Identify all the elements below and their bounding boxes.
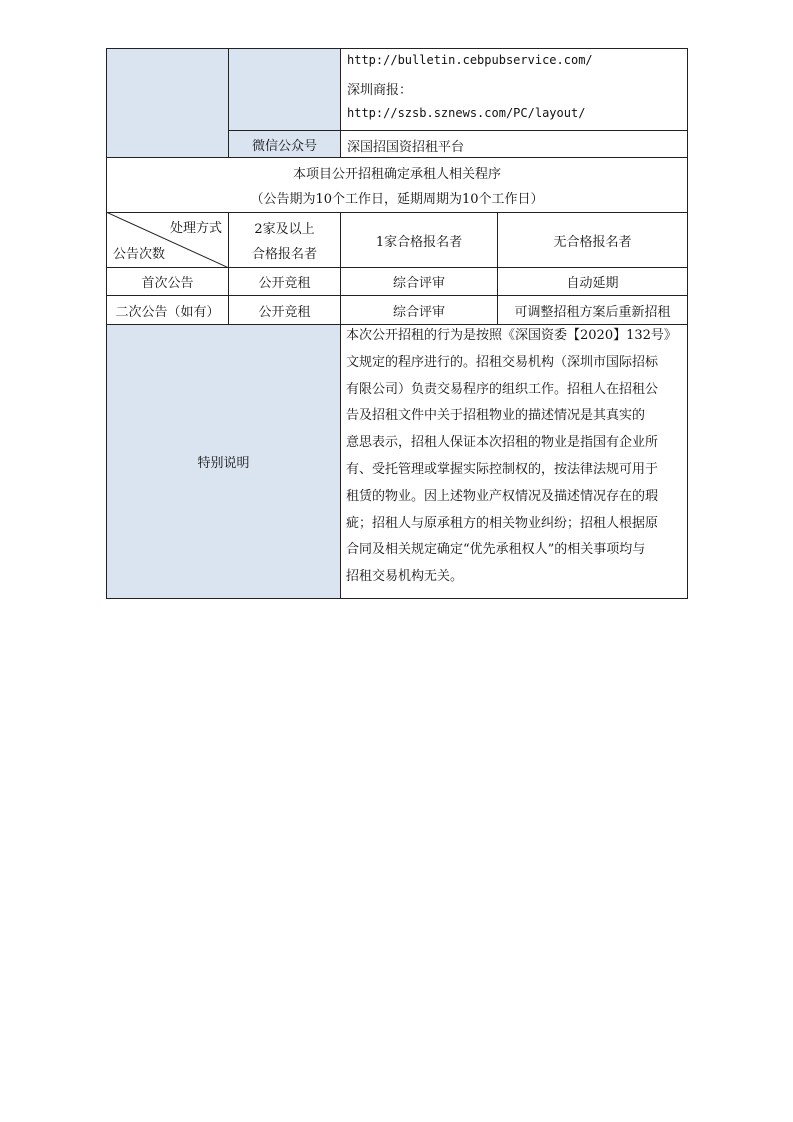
link-cebpubservice[interactable]: http://bulletin.cebpubservice.com/: [347, 53, 593, 67]
table-row-second-label: 二次公告（如有）: [115, 304, 220, 320]
table-row-first-c3: 自动延期: [566, 276, 619, 291]
table-row-first-c1-cell: [228, 267, 341, 296]
special-label-cell: [106, 324, 341, 599]
header-col1-line1: 2家及以上: [254, 222, 315, 237]
special-line: 有限公司）负责交易程序的组织工作。招租人在招租公: [346, 381, 659, 397]
links-cell: [340, 48, 688, 131]
procedure-subtitle: （公告期为10个工作日，延期周期为10个工作日）: [250, 192, 544, 207]
procedure-title-cell: [106, 157, 688, 213]
header-col3-cell: [497, 212, 688, 268]
table-row-second-c3-cell: [497, 295, 688, 325]
table-row-second-c1-cell: [228, 295, 341, 325]
table-row-second-c1: 公开竞租: [258, 304, 311, 320]
table-row-first-c1: 公开竞租: [258, 276, 311, 291]
wechat-value-cell: [340, 130, 688, 158]
header-col2-cell: [340, 212, 498, 268]
top-mid-shaded-cell: [228, 48, 341, 131]
table-row-first-c3-cell: [497, 267, 688, 296]
special-line: 租赁的物业。因上述物业产权情况及描述情况存在的瑕: [346, 488, 659, 504]
header-diagonal-line: [106, 212, 229, 268]
top-left-shaded-cell: [106, 48, 229, 158]
table-row-second-label-cell: [106, 295, 229, 325]
table-row-first-c2-cell: [340, 267, 498, 296]
table-row-first-c2: 综合评审: [392, 276, 445, 291]
wechat-value: 深国招国资招租平台: [347, 140, 465, 155]
table-row-second-c3: 可调整招租方案后重新招租: [514, 304, 671, 320]
header-col3: 无合格报名者: [553, 234, 632, 250]
table-row-second-c2-cell: [340, 295, 498, 325]
special-line: 文规定的程序进行的。招租交易机构（深圳市国际招标: [346, 354, 659, 370]
header-col1-line2: 合格报名者: [251, 247, 317, 262]
special-line: 合同及相关规定确定“优先承租权人”的相关事项均与: [346, 542, 646, 558]
special-line: 意思表示，招租人保证本次招租的物业是指国有企业所: [346, 435, 659, 451]
header-top-right-label: 处理方式: [169, 221, 222, 236]
special-line: 疵；招租人与原承租方的相关物业纠纷；招租人根据原: [346, 515, 659, 531]
table-row-second-c2: 综合评审: [392, 304, 445, 320]
special-line: 告及招租文件中关于招租物业的描述情况是其真实的: [346, 408, 646, 424]
header-col1-cell: [228, 212, 341, 268]
special-label: 特别说明: [197, 456, 250, 471]
wechat-label: 微信公众号: [251, 138, 317, 154]
table-row-first-label-cell: [106, 267, 229, 296]
special-line: 招租交易机构无关。: [346, 569, 464, 585]
wechat-label-cell: [228, 130, 341, 158]
header-bottom-left-label: 公告次数: [113, 247, 166, 262]
link-szsb[interactable]: http://szsb.sznews.com/PC/layout/: [347, 106, 586, 120]
special-paragraph: [346, 323, 686, 591]
header-col2: 1家合格报名者: [375, 234, 463, 250]
special-line: 本次公开招租的行为是按照《深国资委【2020】132号》: [346, 328, 677, 343]
special-line: 有、受托管理或掌握实际控制权的，按法律法规可用于: [346, 461, 659, 477]
link-label-szsb: 深圳商报：: [347, 83, 413, 98]
procedure-title: 本项目公开招租确定承租人相关程序: [292, 167, 501, 182]
table-row-first-label: 首次公告: [141, 276, 194, 291]
